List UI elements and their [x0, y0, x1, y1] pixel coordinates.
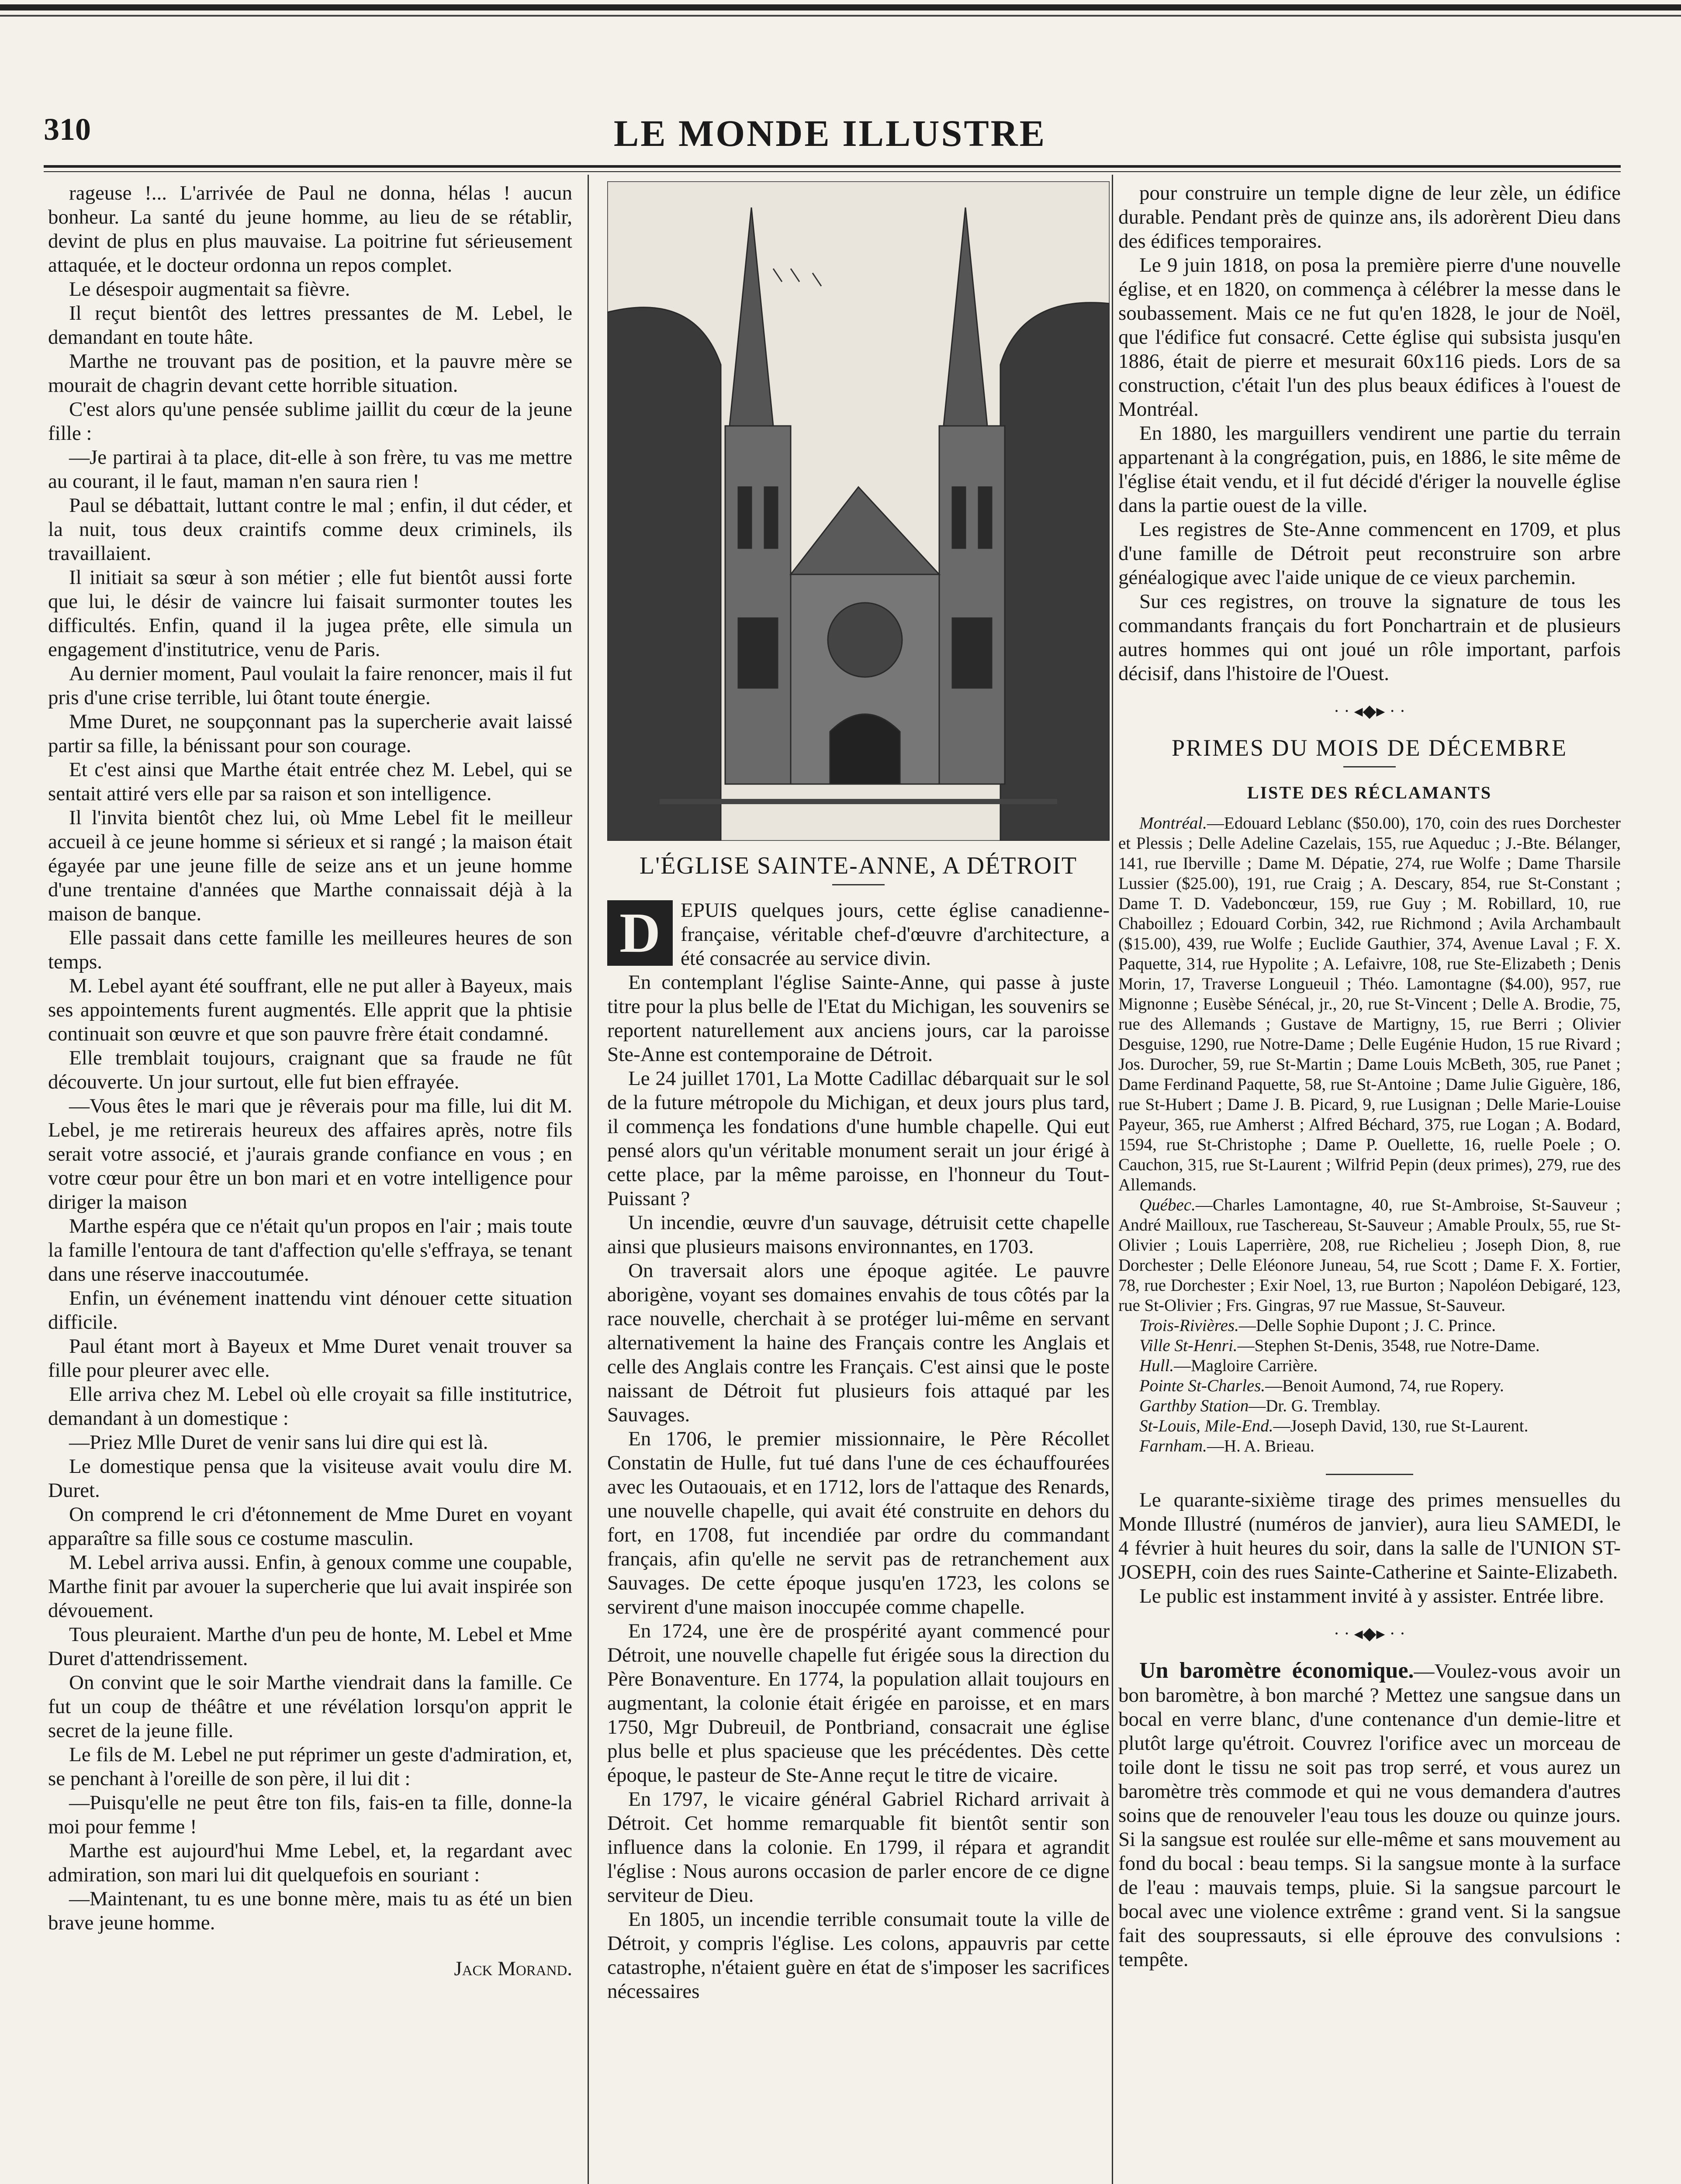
top-border-rule [0, 4, 1681, 10]
story-paragraph: —Priez Mlle Duret de venir sans lui dire qui est là. [69, 1431, 488, 1454]
column-divider-2 [1112, 175, 1113, 2184]
story-paragraph: C'est alors qu'une pensée sublime jaillit du cœur de la jeune fille : [48, 398, 572, 445]
column-2-article [607, 181, 1110, 2004]
claimant-entry [1118, 1396, 1621, 1416]
primes-heading: PRIMES DU MOIS DE DÉCEMBRE [1171, 735, 1568, 761]
claimant-place: Pointe St-Charles. [1139, 1376, 1266, 1395]
story-paragraph: Mme Duret, ne soupçonnant pas la supercherie avait laissé partir sa fille, la bénissant pour son courage. [48, 710, 572, 757]
article-paragraph: En 1724, une ère de prospérité ayant commencé pour Détroit, une nouvelle chapelle fut érigée sous la direction du Père Bonaventure. En 1774, la population allait toujours en augmentant, la colonie était érigée en paroisse, et en mars 1750, Mgr Dubreuil, de Pontbriand, consacrait une église plus belle et plus spacieuse que les précédentes. Dès cette époque, le pasteur de Ste-Anne reçut le titre de vicaire. [607, 1620, 1110, 1787]
claimant-names: —Edouard Leblanc ($50.00), 170, coin des rues Dorchester et Plessis ; Delle Adeline Cazelais, 155, rue Aqueduc ; J.-Bte. Bélanger, 141, rue Iberville ; Dame M. Dépatie, 274, rue Wolfe ; Dame Tharsile Lussier ($25.00), 191, rue Craig ; A. Descary, 854, rue St-Constant ; Dame T. D. Vadeboncœur, 159, rue Guy ; M. Robillard, 10, rue Chaboillez ; Edouard Corbin, 342, rue Richmond ; Avila Archambault ($15.00), 439, rue Wolfe ; Euclide Gauthier, 374, Avenue Laval ; F. X. Paquette, 314, rue Hypolite ; A. Lefaivre, 108, rue Ste-Elizabeth ; Denis Morin, 17, Traverse Longueuil ; Théo. Lamontagne ($4.00), 957, rue Mignonne ; Eusèbe Sénécal, jr., 20, rue St-Vincent ; Delle A. Brodie, 75, rue des Allemands ; Gustave de Martigny, 15, rue Berri ; Olivier Desguise, 1290, rue Notre-Dame ; Delle Eugénie Hudon, 15 rue Rivard ; Jos. Durocher, 59, rue St-Martin ; Dame Louis McBeth, 305, rue Panet ; Dame Ferdinand Paquette, 58, rue St-Antoine ; Dame Julie Giguère, 186, rue St-Hubert ; Dame J. B. Picard, 9, rue Lusignan ; Delle Marie-Louise Payeur, 365, rue Amherst ; Alfred Béchard, 375, rue Logan ; A. Bodard, 1594, rue St-Christophe ; Dame P. Ouellette, 16, ruelle Poele ; O. Cauchon, 315, rue St-Laurent ; Wilfrid Pepin (deux primes), 279, rue des Allemands. [1118, 814, 1621, 1194]
claimant-entry [1118, 1436, 1621, 1456]
story-paragraph: M. Lebel arriva aussi. Enfin, à genoux comme une coupable, Marthe finit par avouer la supercherie que lui avait inspirée son dévouement. [48, 1551, 572, 1622]
article-paragraph: pour construire un temple digne de leur zèle, un édifice durable. Pendant près de quinze ans, ils adorèrent Dieu dans des édifices temporaires. [1118, 182, 1621, 252]
claimant-names: —Joseph David, 130, rue St-Laurent. [1273, 1417, 1529, 1435]
claimant-names: —Delle Sophie Dupont ; J. C. Prince. [1238, 1316, 1496, 1335]
column-3 [1118, 181, 1621, 1972]
story-paragraph: Elle passait dans cette famille les meilleures heures de son temps. [48, 926, 572, 973]
engraving-caption: L'ÉGLISE SAINTE-ANNE, A DÉTROIT [639, 852, 1078, 879]
article-paragraph: En 1706, le premier missionnaire, le Père Récollet Constatin de Hulle, fut tué dans l'une de ces échauffourées avec les Outaouais, et en 1712, lors de l'attaque des Renards, une nouvelle chapelle, qui avait été construite en dehors du fort, en 1708, fut incendiée par ordre du commandant français, afin qu'elle ne servit pas de retranchement aux Sauvages. De cette époque jusqu'en 1723, les colons se servirent d'une maison inoccupée comme chapelle. [607, 1427, 1110, 1618]
church-engraving [607, 181, 1110, 841]
article-first-paragraph: EPUIS quelques jours, cette église canadienne-française, véritable chef-d'œuvre d'architecture, a été consacrée au service divin. [681, 899, 1110, 970]
claimant-place: Farnham. [1139, 1437, 1207, 1455]
story-paragraph: Le domestique pensa que la visiteuse avait voulu dire M. Duret. [48, 1455, 572, 1502]
article-paragraph: En 1880, les marguillers vendirent une partie du terrain appartenant à la congrégation, puis, en 1886, le site même de l'église était vendu, et il fut décidé d'ériger la nouvelle église dans la partie ouest de la ville. [1118, 422, 1621, 517]
article-paragraph: Un incendie, œuvre d'un sauvage, détruisit cette chapelle ainsi que plusieurs maisons environnantes, en 1703. [607, 1211, 1110, 1258]
story-paragraph: —Puisqu'elle ne peut être ton fils, fais-en ta fille, donne-la moi pour femme ! [48, 1791, 572, 1838]
top-border-rule-thin [0, 15, 1681, 17]
claimant-place: Ville St-Henri. [1139, 1336, 1238, 1355]
story-paragraph: Elle tremblait toujours, craignant que sa fraude ne fût découverte. Un jour surtout, elle fut bien effrayée. [48, 1047, 572, 1093]
article-paragraph: Les registres de Ste-Anne commencent en 1709, et plus d'une famille de Détroit peut reconstruire son arbre généalogique avec l'aide unique de ce vieux parchemin. [1118, 518, 1621, 589]
article-paragraph: En 1797, le vicaire général Gabriel Richard arrivait à Détroit. Cet homme remarquable fit bientôt sentir son influence dans la colonie. En 1799, il répara et agrandit l'église : Nous aurons occasion de parler encore de ce digne serviteur de Dieu. [607, 1788, 1110, 1907]
story-paragraph: —Maintenant, tu es une bonne mère, mais tu as été un bien brave jeune homme. [48, 1887, 572, 1934]
story-paragraph: On comprend le cri d'étonnement de Mme Duret en voyant apparaître sa fille sous ce costume masculin. [48, 1503, 572, 1550]
claimant-names: —Charles Lamontagne, 40, rue St-Ambroise, St-Sauveur ; André Mailloux, rue Taschereau, St-Sauveur ; Amable Proulx, 55, rue St-Olivier ; Louis Laperrière, 208, rue Richelieu ; Joseph Dion, 8, rue Dorchester ; Delle Eléonore Juneau, 54, rue Scott ; Dame F. X. Fortier, 78, rue Dorchester ; Exir Noel, 13, rue Burton ; Napoléon Debigaré, 123, rue St-Olivier ; Frs. Gingras, 97 rue Massue, St-Sauveur. [1118, 1196, 1621, 1315]
claimant-entry [1118, 1356, 1621, 1376]
barometre-text: —Voulez-vous avoir un bon baromètre, à bon marché ? Mettez une sangsue dans un bocal en verre blanc, d'une contenance d'un demie-litre et plutôt large qu'étroit. Couvrez l'orifice avec un morceau de toile dont le tissu ne soit pas trop serré, et vous aurez un baromètre très commode et qui ne vous demandera d'autres soins que de renouveler l'eau tous les douze ou quinze jours. Si la sangsue est roulée sur elle-même et sans mouvement au fond du bocal : beau temps. Si la sangsue monte à la surface de l'eau : mauvais temps, pluie. Si la sangsue parcourt le bocal avec une violence extrême : grand vent. Si la sangsue fait des soupressauts, si elle éprouve des convulsions : tempête. [1118, 1660, 1621, 1971]
story-paragraphs [48, 181, 572, 1935]
article-paragraph: Le 9 juin 1818, on posa la première pierre d'une nouvelle église, et en 1820, on commença à célébrer la messe dans le soubassement. Mais ce ne fut qu'en 1828, le jour de Noël, que l'édifice fut consacré. Cette église qui subsista jusqu'en 1886, était de pierre et mesurait 60x116 pieds. Lors de sa construction, c'était l'un des plus beaux édifices à l'ouest de Montréal. [1118, 254, 1621, 421]
claimant-names: —H. A. Brieau. [1207, 1437, 1314, 1455]
masthead-title: LE MONDE ILLUSTRE [613, 112, 1047, 154]
claimant-entry [1118, 813, 1621, 1195]
story-paragraph: Paul étant mort à Bayeux et Mme Duret venait trouver sa fille pour pleurer avec elle. [48, 1335, 572, 1382]
claimant-entry [1118, 1316, 1621, 1336]
claimants-list [1118, 813, 1621, 1456]
story-paragraph: Enfin, un événement inattendu vint dénouer cette situation difficile. [48, 1287, 572, 1334]
claimant-place: Québec. [1139, 1196, 1196, 1214]
barometre-article [1118, 1659, 1621, 1972]
story-paragraph: Elle arriva chez M. Lebel où elle croyait sa fille institutrice, demandant à un domestique : [48, 1383, 572, 1430]
claimant-names: —Magloire Carrière. [1174, 1356, 1318, 1375]
story-paragraph: Le fils de M. Lebel ne put réprimer un geste d'admiration, et, se penchant à l'oreille de son père, il lui dit : [48, 1743, 572, 1790]
story-paragraph: M. Lebel ayant été souffrant, elle ne put aller à Bayeux, mais ses appointements furent augmentés. Elle apprit que la phtisie continuait son œuvre et que son pauvre frère était condamné. [48, 975, 572, 1045]
claimant-entry [1118, 1336, 1621, 1356]
story-paragraph: Marthe espéra que ce n'était qu'un propos en l'air ; mais toute la famille l'entoura de tant d'affection qu'elle s'effraya, se tenant dans une réserve inaccoutumée. [48, 1215, 572, 1286]
page-number: 310 [44, 112, 91, 147]
article-paragraph: Sur ces registres, on trouve la signature de tous les commandants français du fort Ponchartrain et de plusieurs autres hommes qui ont joué un rôle important, parfois décisif, dans l'histoire de l'Ouest. [1118, 590, 1621, 685]
article-paragraph: On traversait alors une époque agitée. Le pauvre aborigène, voyant ses domaines envahis de tous côtés par la race nouvelle, cherchait à se protéger lui-même en servant alternativement la haine des Français contre les Anglais et celle des Anglais contre les Français. C'est ainsi que le poste naissant de Détroit fut plusieurs fois attaqué par les Sauvages. [607, 1259, 1110, 1426]
article-opening [607, 898, 1110, 971]
story-paragraph: Marthe est aujourd'hui Mme Lebel, et, la regardant avec admiration, son mari lui dit quelquefois en souriant : [48, 1839, 572, 1886]
page-header [44, 111, 1616, 159]
claimant-names: —Dr. G. Tremblay. [1249, 1396, 1381, 1415]
claimant-place: Montréal. [1139, 814, 1207, 833]
story-paragraph: Il initiait sa sœur à son métier ; elle fut bientôt aussi forte que lui, le désir de vaincre lui faisait surmonter toutes les difficultés. Enfin, quand il la jugea prête, elle simula un engagement d'institutrice, venu de Paris. [48, 566, 572, 661]
tirage-notice: Le quarante-sixième tirage des primes mensuelles du Monde Illustré (numéros de janvier), aura lieu SAMEDI, le 4 février à huit heures du soir, dans la salle de l'UNION ST-JOSEPH, coin des rues Sainte-Catherine et Sainte-Elizabeth. [1118, 1489, 1621, 1583]
story-paragraph: —Vous êtes le mari que je rêverais pour ma fille, lui dit M. Lebel, je me retirerais heureux des affaires après, notre fils serait votre associé, et j'aurais grande confiance en vous ; en votre cœur pour être un bon mari et en votre intelligence pour diriger la maison [48, 1095, 572, 1213]
claimant-place: Trois-Rivières. [1139, 1316, 1239, 1335]
claimant-place: Hull. [1139, 1356, 1174, 1375]
claimant-entry [1118, 1416, 1621, 1436]
story-paragraph: Il reçut bientôt des lettres pressantes de M. Lebel, le demandant en toute hâte. [48, 302, 572, 349]
ornament-divider: · · ◂◆▸ · · [1333, 701, 1406, 721]
story-paragraph: rageuse !... L'arrivée de Paul ne donna, hélas ! aucun bonheur. La santé du jeune homme, au lieu de se rétablir, devint de plus en plus mauvaise. La poitrine fut sérieusement attaquée, et le docteur ordonna un repos complet. [48, 182, 572, 276]
article-paragraph: En 1805, un incendie terrible consumait toute la ville de Détroit, y compris l'église. Les colons, appauvris par cette catastrophe, n'étaient guère en état de s'imposer les sacrifices nécessaires [607, 1908, 1110, 2003]
barometre-heading: Un baromètre économique. [1139, 1658, 1414, 1683]
header-rule-thick [44, 165, 1621, 168]
story-paragraph: Marthe ne trouvant pas de position, et la pauvre mère se mourait de chagrin devant cette horrible situation. [48, 350, 572, 397]
story-paragraph: Au dernier moment, Paul voulait la faire renoncer, mais il fut pris d'une crise terrible, lui ôtant toute énergie. [48, 662, 572, 709]
drop-cap: D [607, 900, 673, 966]
column-divider-1 [588, 175, 589, 2184]
claimants-heading: LISTE DES RÉCLAMANTS [1247, 783, 1492, 802]
story-paragraph: On convint que le soir Marthe viendrait dans la famille. Ce fut un coup de théâtre et une révélation lorsqu'on apprit le secret de la jeune fille. [48, 1671, 572, 1742]
caption-rule [832, 884, 885, 885]
article-paragraph: En contemplant l'église Sainte-Anne, qui passe à juste titre pour la plus belle de l'Etat du Michigan, les souvenirs se reportent naturellement aux anciens jours, car la paroisse Ste-Anne est contemporaine de Détroit. [607, 971, 1110, 1066]
article-paragraphs [607, 971, 1110, 2004]
claimant-names: —Benoit Aumond, 74, rue Ropery. [1265, 1376, 1504, 1395]
story-paragraph: Le désespoir augmentait sa fièvre. [69, 278, 350, 301]
header-rule-thin [44, 171, 1621, 172]
public-notice: Le public est instamment invité à y assister. Entrée libre. [1139, 1585, 1604, 1607]
column-1-story [48, 181, 572, 1981]
claimant-entry [1118, 1376, 1621, 1396]
claimant-names: —Stephen St-Denis, 3548, rue Notre-Dame. [1237, 1336, 1540, 1355]
ornament-divider-2: · · ◂◆▸ · · [1333, 1624, 1406, 1643]
article-paragraph: Le 24 juillet 1701, La Motte Cadillac débarquait sur le sol de la future métropole du Michigan, et deux jours plus tard, il commença les fondations d'une humble chapelle. Qui eut pensé alors qu'un véritable monument serait un jour érigé à cette place, par la même paroisse, en l'honneur du Tout-Puissant ? [607, 1067, 1110, 1210]
tirage-rule [1326, 1474, 1413, 1475]
story-paragraph: Paul se débattait, luttant contre le mal ; enfin, il dut céder, et la nuit, tous deux craintifs comme deux criminels, ils travaillaient. [48, 494, 572, 565]
claimant-place: St-Louis, Mile-End. [1139, 1417, 1273, 1435]
story-paragraph: Il l'invita bientôt chez lui, où Mme Lebel fit le meilleur accueil à ce jeune homme si sérieux et si rangé ; la maison était égayée par une jeune fille de seize ans et un jeune homme d'une trentaine d'années que Marthe connaissait déjà à la maison de banque. [48, 806, 572, 925]
story-paragraph: Tous pleuraient. Marthe d'un peu de honte, M. Lebel et Mme Duret d'attendrissement. [48, 1623, 572, 1670]
story-paragraph: —Je partirai à ta place, dit-elle à son frère, tu vas me mettre au courant, il le faut, maman n'en saura rien ! [48, 446, 572, 493]
claimant-place: Garthby Station [1139, 1396, 1249, 1415]
claimant-entry [1118, 1195, 1621, 1316]
primes-rule [1343, 766, 1396, 767]
author-signature: Jack Morand. [454, 1957, 572, 1980]
story-paragraph: Et c'est ainsi que Marthe était entrée chez M. Lebel, qui se sentait attiré vers elle par sa raison et son intelligence. [48, 758, 572, 805]
article-continuation [1118, 181, 1621, 686]
